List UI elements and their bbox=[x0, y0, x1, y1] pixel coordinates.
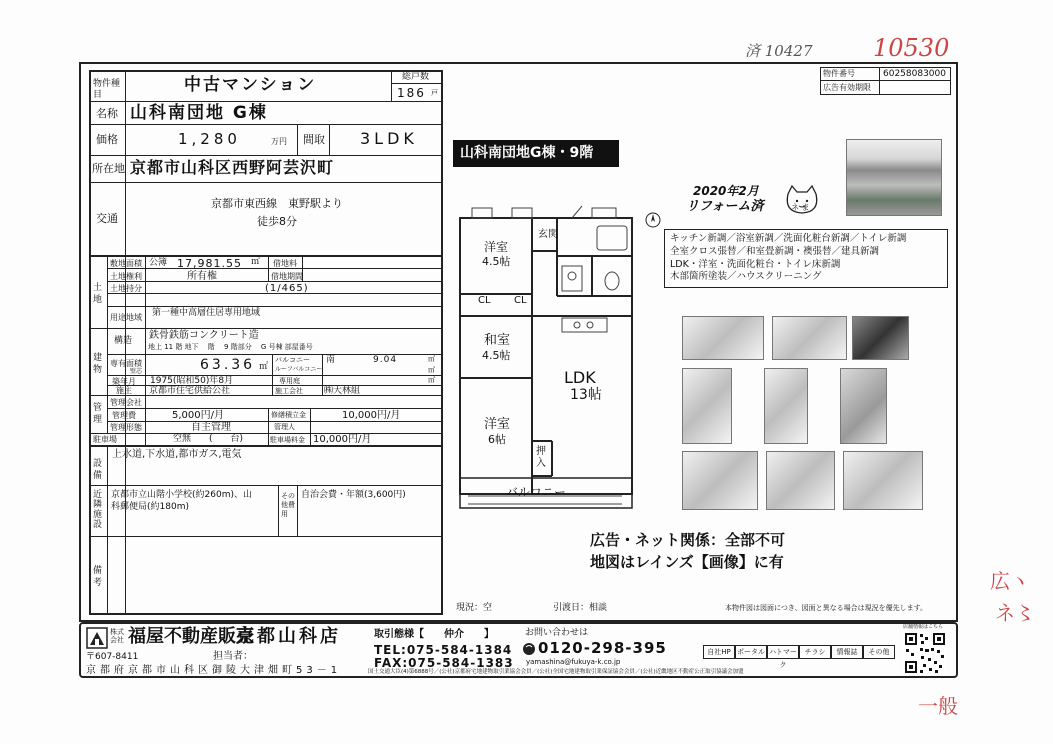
email-address: yamashina@fukuya-k.co.jp bbox=[526, 658, 621, 666]
area-value: 63.36 bbox=[200, 357, 256, 373]
room-balcony: バルコニー bbox=[506, 485, 567, 499]
name-value: 山科南団地 G棟 bbox=[130, 103, 268, 123]
status-handover: 引渡日：相談 bbox=[553, 603, 608, 613]
layout-value: 3LDK bbox=[360, 129, 418, 148]
company-address: 京都府京都市山科区御陵大津畑町53－1 bbox=[86, 665, 342, 676]
land-share-label: 土地持分 bbox=[110, 284, 142, 293]
property-number-value: 60258083000 bbox=[883, 69, 946, 79]
name-label: 名称 bbox=[96, 107, 118, 120]
handwritten-id: 済 10427 bbox=[745, 42, 813, 60]
freedial-icon bbox=[522, 642, 536, 656]
handwritten-note-3: 一般 bbox=[918, 694, 958, 718]
qr-caption: 店舗情報はこちら bbox=[903, 624, 944, 630]
zone-value: 第一種中高層住居専用地域 bbox=[152, 308, 261, 318]
lease-period-label: 借地期間 bbox=[271, 272, 303, 281]
built-label: 築年月 bbox=[112, 377, 136, 386]
handwritten-note-1: 広ヽ bbox=[990, 569, 1030, 593]
structure-label: 構造 bbox=[114, 336, 133, 346]
room-western-1: 洋室 bbox=[484, 240, 509, 254]
interior-photo-7 bbox=[682, 451, 758, 510]
legend-portal: ポータル bbox=[735, 645, 767, 659]
roof-unit: ㎡ bbox=[428, 366, 435, 374]
price-value: 1,280 bbox=[178, 130, 241, 148]
interior-photo-8 bbox=[766, 451, 835, 510]
room-western-2: 洋室 bbox=[484, 417, 511, 432]
status-current: 現況：空 bbox=[456, 603, 493, 613]
garden-label: 専用庭 bbox=[279, 377, 300, 385]
layout-label: 間取 bbox=[303, 133, 325, 146]
trade-type: 取引態様【 仲介 】 bbox=[374, 629, 494, 640]
parking-label: 駐車場 bbox=[93, 435, 117, 444]
legend-flyer: チラシ bbox=[799, 645, 831, 659]
area-unit: ㎡ bbox=[259, 362, 269, 372]
garden-unit: ㎡ bbox=[428, 376, 435, 384]
parking-fee-value: 10,000円/月 bbox=[313, 434, 372, 445]
interior-photo-3 bbox=[852, 316, 909, 360]
floorplan-title: 山科南団地G棟・9階 bbox=[460, 145, 594, 161]
fax-number: FAX:075-584-1383 bbox=[374, 656, 514, 670]
transport-line-1: 京都市東西線 東野駅より bbox=[211, 197, 343, 210]
interior-photo-6 bbox=[840, 368, 887, 444]
company-type: 株式会社 bbox=[110, 628, 124, 644]
other-costs-value: 自治会費・年額(3,600円) bbox=[301, 490, 406, 500]
person-label: 担当者： bbox=[213, 651, 253, 662]
repair-value: 10,000円/月 bbox=[342, 410, 401, 421]
area-sub: 壁芯 bbox=[130, 368, 143, 375]
other-costs-label: その他費用 bbox=[281, 492, 295, 518]
interior-photo-2 bbox=[772, 316, 847, 360]
nearby-label: 近隣施設 bbox=[93, 490, 103, 530]
room-entry: 玄関 bbox=[538, 229, 558, 240]
building-section-label: 建物 bbox=[93, 353, 103, 375]
interior-photo-9 bbox=[843, 451, 923, 510]
mgmt-form-label: 管理形態 bbox=[110, 423, 142, 432]
legend-own-hp: 自社HP bbox=[703, 645, 735, 659]
reform-line-4: 木部箇所塗装／ハウスクリーニング bbox=[670, 271, 822, 282]
handwritten-note-2: ネ〻 bbox=[995, 601, 1035, 625]
notice-line-1: 広告・ネット関係：全部不可 bbox=[590, 531, 786, 549]
lease-fee-label: 借地料 bbox=[273, 259, 297, 268]
reform-line-3: LDK・洋室・洗面化粧台・トイレ床新調 bbox=[670, 259, 841, 270]
area-label: 専有面積 bbox=[110, 359, 142, 368]
legend-other: その他 bbox=[863, 645, 895, 659]
mgmt-form-value: 自主管理 bbox=[191, 422, 231, 433]
units-suffix: 戸 bbox=[431, 89, 438, 97]
notice-line-2: 地図はレインズ【画像】に有 bbox=[590, 553, 784, 571]
room-closet-2: CL bbox=[514, 295, 527, 306]
building-photo bbox=[846, 139, 942, 216]
land-area-unit: ㎡ bbox=[251, 257, 261, 267]
cat-caption: ネ ま bbox=[791, 203, 810, 212]
interior-photo-4 bbox=[682, 368, 732, 444]
facilities-value: 上水道,下水道,都市ガス,電気 bbox=[112, 449, 242, 460]
owner-label: 施主 bbox=[116, 386, 132, 395]
roof-label: ルーフバルコニー bbox=[275, 366, 323, 373]
land-area-value: 17,981.55 bbox=[177, 257, 242, 270]
company-logo-icon bbox=[86, 627, 108, 649]
inquiry-label: お問い合わせは bbox=[525, 628, 589, 638]
balcony-value: 9.04 bbox=[373, 355, 398, 365]
balcony-label: バルコニー bbox=[275, 356, 310, 364]
balcony-unit: ㎡ bbox=[428, 355, 435, 363]
zone-label: 用途地域 bbox=[110, 313, 142, 322]
reform-line-1: キッチン新調／浴室新調／洗面化粧台新調／トイレ新調 bbox=[670, 233, 907, 244]
owner-value: 京都市住宅供給公社 bbox=[149, 386, 231, 396]
free-dial-number: 0120-298-395 bbox=[538, 639, 667, 657]
floors-text: 地上 11 階 地下 階 9 階部分 G 号棟 部屋番号 bbox=[148, 343, 313, 351]
address-label: 所在地 bbox=[92, 162, 125, 175]
manager-label: 管理人 bbox=[274, 423, 295, 431]
builder-value: ㈱大林組 bbox=[324, 386, 361, 396]
north-arrow-icon bbox=[645, 212, 661, 228]
facilities-label: 設備 bbox=[93, 459, 103, 481]
interior-photo-1 bbox=[682, 316, 764, 360]
repair-label: 修繕積立金 bbox=[271, 411, 306, 419]
structure-value: 鉄骨鉄筋コンクリート造 bbox=[149, 330, 259, 341]
built-value: 1975(昭和50)年8月 bbox=[150, 376, 234, 386]
legend-hatomark: ハトマーク bbox=[767, 645, 799, 659]
land-right-value: 所有権 bbox=[187, 271, 217, 282]
postal-code: 〒607-8411 bbox=[86, 652, 139, 662]
room-closet-1: CL bbox=[478, 295, 491, 306]
interior-photo-5 bbox=[764, 368, 808, 444]
management-section-label: 管理 bbox=[93, 403, 103, 425]
units-value: 186 bbox=[397, 86, 426, 100]
room-western-2-size: 6帖 bbox=[488, 433, 506, 446]
mgmt-fee-label: 管理費 bbox=[112, 411, 136, 420]
parking-fee-label: 駐車場料金 bbox=[270, 436, 305, 444]
qr-code-icon[interactable] bbox=[903, 631, 947, 675]
reform-line-2: 全室クロス張替／和室畳新調・襖張替／建具新調 bbox=[670, 246, 880, 257]
price-label: 価格 bbox=[96, 133, 118, 146]
room-storage: 押入 bbox=[536, 446, 546, 469]
status-disclaimer: 本物件図は図面につき、図面と異なる場合は現況を優先します。 bbox=[725, 604, 928, 612]
builder-label: 施工会社 bbox=[275, 387, 303, 395]
room-japanese: 和室 bbox=[484, 333, 511, 348]
property-number-label: 物件番号 bbox=[823, 69, 855, 78]
nearby-line-2: 科郵便局(約180m) bbox=[111, 502, 189, 512]
land-right-label: 土地権利 bbox=[110, 272, 142, 281]
branch-name: 京都山科店 bbox=[236, 626, 341, 647]
reform-title: リフォーム済 bbox=[686, 199, 764, 214]
land-area-label: 敷地面積 bbox=[110, 259, 142, 268]
remarks-label: 備考 bbox=[93, 566, 103, 588]
license-info: 国土交通大臣(4)第6888号／(公社)京都府宅地建物取引業協会会員／(公社)全国宅地建物取引業保証協会会員／(公社)近畿地区不動産公正取引協議会加盟 bbox=[368, 669, 744, 675]
ad-expiry-label: 広告有効期限 bbox=[823, 83, 871, 92]
parking-status: 空無 ( 台) bbox=[173, 434, 244, 444]
land-section-label: 土地 bbox=[93, 283, 103, 305]
transport-line-2: 徒歩8分 bbox=[257, 215, 297, 228]
nearby-line-1: 京都市立山階小学校(約260m)、山 bbox=[111, 490, 252, 500]
address-value: 京都市山科区西野阿芸沢町 bbox=[130, 158, 335, 177]
handwritten-number: 10530 bbox=[873, 34, 950, 62]
balcony-direction: 南 bbox=[326, 355, 336, 365]
phone-number: TEL:075-584-1384 bbox=[374, 643, 513, 657]
room-western-1-size: 4.5帖 bbox=[482, 255, 511, 268]
room-ldk-size: 13帖 bbox=[570, 387, 602, 403]
room-ldk: LDK bbox=[564, 368, 596, 387]
units-label: 総戸数 bbox=[402, 72, 430, 82]
land-area-prefix: 公簿 bbox=[149, 258, 168, 268]
company-name: 福屋不動産販売 bbox=[128, 626, 254, 647]
reform-date: 2020年2月 bbox=[693, 184, 759, 198]
transport-label: 交通 bbox=[96, 212, 118, 225]
type-value: 中古マンション bbox=[184, 75, 317, 95]
mgmt-fee-value: 5,000円/月 bbox=[172, 410, 224, 421]
mgmt-company-label: 管理会社 bbox=[110, 398, 142, 407]
price-unit: 万円 bbox=[271, 137, 287, 146]
type-label: 物件種目 bbox=[93, 79, 121, 100]
room-japanese-size: 4.5帖 bbox=[482, 349, 511, 362]
legend-magazine: 情報誌 bbox=[831, 645, 863, 659]
land-share-value: (1/465) bbox=[265, 283, 309, 294]
